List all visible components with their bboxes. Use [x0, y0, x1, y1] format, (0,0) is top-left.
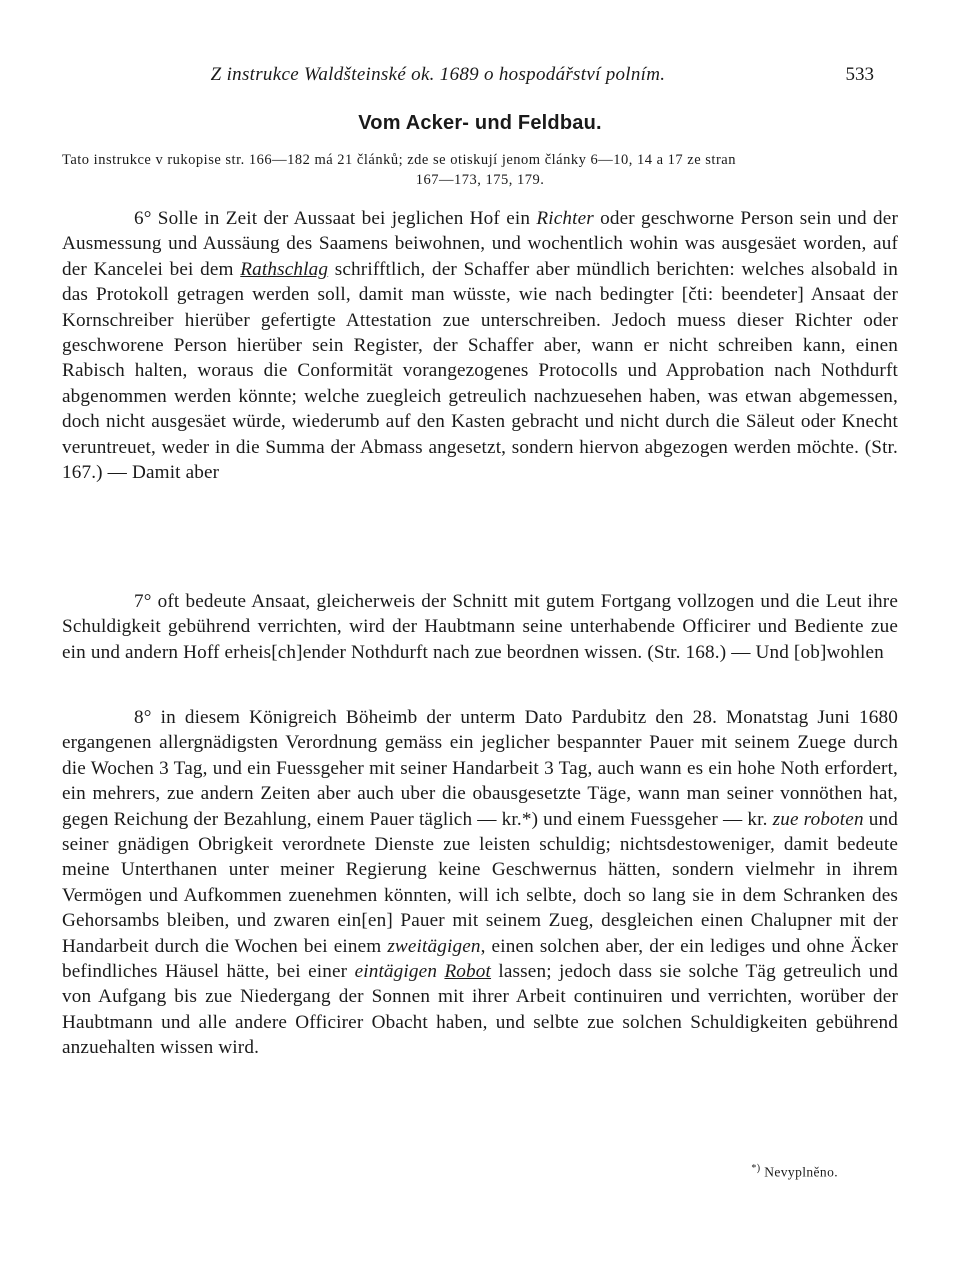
- p8-emphasis-eintaegigen: eintägigen: [354, 961, 438, 983]
- paragraph-7: [62, 589, 898, 665]
- p8-text-2: und seiner gnädigen Obrigkeit verordnete Dienste zue leisten schuldig; nichtsdestoweniger, damit bedeute meine Unterthanen unter meiner Regierung keine Geschwernus hätten, sondern vielmehr in ihrem Vermögen und Aufkommen zuenehmen könnten, will ich selbte, doch so lang sie in dem Schranken des Gehorsambs bleiben, und zwaren ein[en] Pauer mit seinem Zueg, desgleichen einen Chalupner mit der Handarbeit durch die Wochen bei einem: [62, 808, 898, 957]
- running-title: Z instrukce Waldšteinské ok. 1689 o hospodářství polním.: [210, 64, 666, 85]
- paragraph-6-text: [62, 206, 898, 485]
- footnote-marker: *): [751, 1163, 761, 1174]
- p8-text-3: , einen solchen aber, der ein lediges und ohne Äcker befindliches Häusel hätte, bei einer: [62, 935, 898, 983]
- footnote: [751, 1163, 838, 1181]
- p6-text-1: 6° Solle in Zeit der Aussaat bei jeglichen Hof ein: [134, 208, 537, 229]
- p6-emphasis-richter: Richter: [536, 208, 594, 229]
- p8-emphasis-zue-roboten: zue roboten: [772, 808, 864, 830]
- page-number: 533: [845, 64, 874, 85]
- p8-text-4: lassen; jedoch dass sie solche Täg getreulich und von Aufgang bis zue Niedergang der Sonnen mit ihrer Arbeit continuiren und verrichten, worüber der Haubtmann und alle andere Officirer Obacht haben, und selbte zue solchen Schuldigkeiten gebührend anzuehalten wissen wird.: [62, 961, 898, 1059]
- p8-text-1: 8° in diesem Königreich Böheimb der unterm Dato Pardubitz den 28. Monatstag Juni 1680 ergangenen allergnädigsten Verordnung gemäss ein jeglicher bespannter Pauer mit seinem Zuege durch die Wochen 3 Tag, und ein Fuessgeher mit seiner Handarbeit 3 Tag, auch wann es ein hohe Noth erfordert, ein mehrers, zue andern Zeiten aber auch uber die obausgesetzte Täge, wann man seiner vonnöthen hat, gegen Reichung der Bezahlung, einem Pauer täglich — kr.*) und einem Fuessgeher — kr.: [62, 707, 898, 830]
- source-note: [62, 150, 898, 190]
- paragraph-8: [62, 705, 898, 1061]
- p6-text-3: schrifftlich, der Schaffer aber mündlich berichten: welches alsobald in das Protokoll getragen werden soll, damit man wüsste, wie nach bedingter [čti: beendeter] Ansaat der Kornschreiber hierüber gefertigte Attestation zue unterschreiben. Jedoch muess dieser Richter oder geschworene Person hierüber sein Register, der Schaffer aber, wann er nicht schreiben kann, einen Rabisch halten, woraus die Conformität vorangezogenes Protocolls und Approbation nach Nothdurft abgenommen werden könnte; welche zuegleich getreulich nachzuesehen haben, was etwan abgemessen, doch nicht ausgesäet würde, wiederumb auf den Kasten gebracht und nicht durch die Säleut oder Knecht veruntreuet, weder in die Summa der Abmass angesetzt, sondern hiervon abgezogen werden möchte. (Str. 167.) — Damit aber: [62, 258, 898, 484]
- section-title: Vom Acker- und Feldbau.: [358, 112, 602, 134]
- footnote-text: Nevyplněno.: [764, 1164, 838, 1180]
- p6-emphasis-rathschlag: Rathschlag: [240, 258, 329, 280]
- p6-text-2: oder geschworne Person sein und der Ausmessung und Aussäung des Saamens beiwohnen, und wochentlich wohin was ausgesäet worden, auf der Kancelei bei dem: [62, 208, 898, 280]
- paragraph-8-text: [62, 705, 898, 1061]
- paragraph-6: [62, 206, 898, 485]
- p8-emphasis-zweitaegigen: zweitägigen: [387, 935, 481, 957]
- source-note-line-2: 167—173, 175, 179.: [415, 172, 545, 188]
- p8-emphasis-robot: Robot: [444, 961, 492, 983]
- paragraph-7-text: 7° oft bedeute Ansaat, gleicherweis der Schnitt mit gutem Fortgang vollzogen und die Leut ihre Schuldigkeit gebührend verrichten, wird der Haubtmann seine unterhabende Officirer und Bediente zue ein und andern Hoff erheis[ch]ender Nothdurft nach zue beordnen wissen. (Str. 168.) — Und [ob]wohlen: [62, 591, 898, 663]
- source-note-line-1: Tato instrukce v rukopise str. 166—182 má 21 článků; zde se otiskují jenom články 6—10, 14 a 17 ze stran: [62, 152, 736, 168]
- running-head: [62, 64, 874, 88]
